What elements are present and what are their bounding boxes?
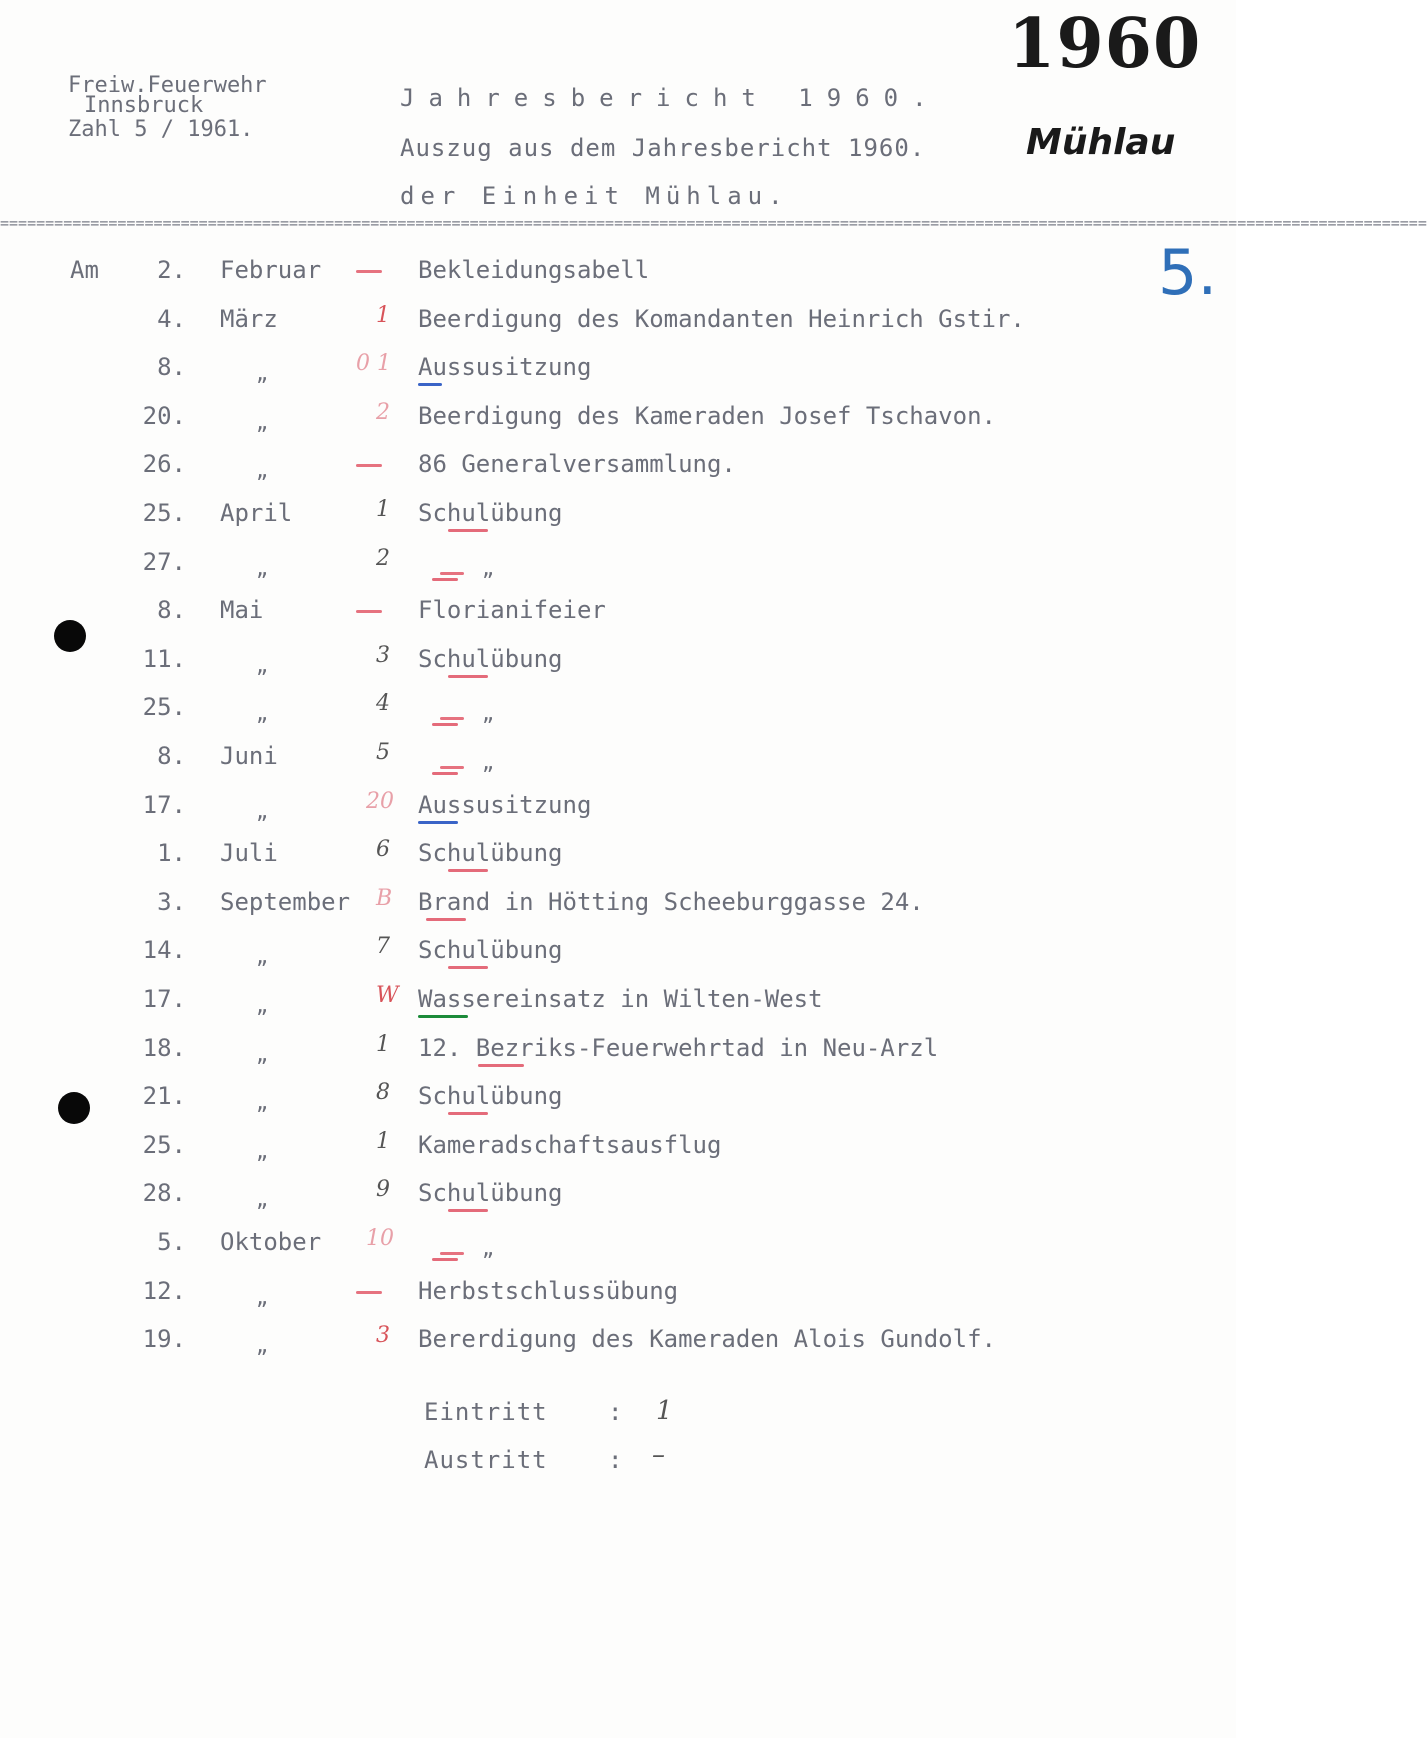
entry-event: Bererdigung des Kameraden Alois Gundolf. — [418, 1325, 996, 1353]
entry-day: 8. — [157, 742, 186, 770]
entry-month: „ — [256, 556, 269, 580]
pencil-underline — [432, 772, 458, 775]
pencil-underline — [432, 1258, 458, 1261]
entry-day: 21. — [142, 1082, 186, 1110]
entry-day: 14. — [142, 936, 186, 964]
entry-month: März — [220, 305, 278, 333]
entry-month: „ — [256, 361, 269, 385]
pencil-underline — [448, 675, 488, 678]
entry-month: „ — [256, 1187, 269, 1211]
entry-month: „ — [256, 1139, 269, 1163]
entry-event: Aussusitzung — [418, 353, 592, 381]
pencil-underline — [418, 821, 458, 824]
entry-month: Mai — [220, 596, 264, 624]
stamp-place: Mühlau — [1026, 122, 1176, 163]
austritt-value: – — [652, 1440, 665, 1470]
entry-day: 28. — [142, 1179, 186, 1207]
document-title: Jahresbericht 1960. — [400, 84, 941, 112]
entry-event: „ — [482, 701, 495, 725]
entry-month: „ — [256, 1042, 269, 1066]
entry-event: Herbstschlussübung — [418, 1277, 679, 1305]
entry-event: Schulübung — [418, 839, 563, 867]
entry-day: 17. — [142, 985, 186, 1013]
pencil-underline — [426, 918, 466, 921]
austritt-label: Austritt — [424, 1446, 548, 1474]
entry-count-mark: 9 — [376, 1177, 390, 1202]
eintritt-separator: : — [608, 1398, 623, 1426]
entry-day: 25. — [142, 693, 186, 721]
entry-day: 3. — [157, 888, 186, 916]
entry-event: Schulübung — [418, 1179, 563, 1207]
entry-event: Schulübung — [418, 1082, 563, 1110]
page-number: 5. — [1158, 236, 1218, 309]
ditto-dash — [440, 572, 464, 575]
entry-month: „ — [256, 944, 269, 968]
entry-count-mark: 2 — [376, 400, 390, 425]
entry-event: Bekleidungsabell — [418, 256, 650, 284]
eintritt-label: Eintritt — [424, 1398, 548, 1426]
entry-event: 86 Generalversammlung. — [418, 450, 736, 478]
entry-month: „ — [256, 458, 269, 482]
pencil-underline — [448, 966, 488, 969]
entry-day: 1. — [157, 839, 186, 867]
entry-count-mark: 5 — [376, 740, 390, 765]
am-label: Am — [70, 256, 99, 284]
entry-event: Aussusitzung — [418, 791, 592, 819]
pencil-underline — [448, 1112, 488, 1115]
pencil-underline — [448, 1209, 488, 1212]
unit-line: der Einheit Mühlau. — [400, 182, 789, 210]
entry-day: 25. — [142, 499, 186, 527]
entry-month: „ — [256, 410, 269, 434]
separator-rule: ============================================================================================================================================================== — [0, 214, 1427, 232]
entry-event: 12. Bezriks-Feuerwehrtad in Neu-Arzl — [418, 1034, 939, 1062]
entry-day: 20. — [142, 402, 186, 430]
entry-day: 8. — [157, 596, 186, 624]
entry-count-mark: 10 — [366, 1226, 394, 1251]
tick-mark — [356, 464, 382, 467]
entry-count-mark: 20 — [366, 789, 394, 814]
ditto-dash — [440, 1252, 464, 1255]
entry-event: „ — [482, 1236, 495, 1260]
entry-count-mark: 1 — [376, 1032, 390, 1057]
entry-count-mark: 3 — [376, 1323, 390, 1348]
tick-mark — [356, 270, 382, 273]
entry-event: Schulübung — [418, 936, 563, 964]
entry-count-mark: 6 — [376, 837, 390, 862]
entry-month: „ — [256, 653, 269, 677]
entry-count-mark: 0 1 — [356, 351, 391, 376]
entry-month: „ — [256, 701, 269, 725]
pencil-underline — [448, 529, 488, 532]
entry-count-mark: 1 — [376, 497, 390, 522]
entry-month: Juli — [220, 839, 278, 867]
document-subtitle: Auszug aus dem Jahresbericht 1960. — [400, 134, 926, 162]
entry-event: Brand in Hötting Scheeburggasse 24. — [418, 888, 924, 916]
entry-month: Juni — [220, 742, 278, 770]
entry-count-mark: 3 — [376, 643, 390, 668]
entry-day: 8. — [157, 353, 186, 381]
entry-day: 5. — [157, 1228, 186, 1256]
entry-event: Schulübung — [418, 645, 563, 673]
entry-month: „ — [256, 1333, 269, 1357]
entry-count-mark: B — [376, 886, 393, 911]
entry-count-mark: 2 — [376, 546, 390, 571]
entry-day: 25. — [142, 1131, 186, 1159]
entry-day: 2. — [157, 256, 186, 284]
entry-day: 4. — [157, 305, 186, 333]
entry-day: 27. — [142, 548, 186, 576]
tick-mark — [356, 610, 382, 613]
tick-mark — [356, 1291, 382, 1294]
stamp-year: 1960 — [1008, 4, 1202, 84]
ditto-dash — [440, 766, 464, 769]
entry-month: „ — [256, 1285, 269, 1309]
entry-count-mark: 4 — [376, 691, 390, 716]
pencil-underline — [448, 869, 488, 872]
entry-event: Wassereinsatz in Wilten-West — [418, 985, 823, 1013]
entry-month: Februar — [220, 256, 322, 284]
entry-day: 19. — [142, 1325, 186, 1353]
sender-line-1: Freiw.Feuerwehr — [68, 73, 267, 98]
pencil-underline — [418, 1015, 468, 1018]
entry-month: „ — [256, 993, 269, 1017]
pencil-underline — [432, 723, 458, 726]
entry-month: September — [220, 888, 351, 916]
entry-event: Schulübung — [418, 499, 563, 527]
reference-number: Zahl 5 / 1961. — [68, 117, 254, 142]
pencil-underline — [418, 383, 442, 386]
entry-day: 18. — [142, 1034, 186, 1062]
entry-event: Florianifeier — [418, 596, 606, 624]
entry-count-mark: 7 — [376, 934, 390, 959]
entry-day: 17. — [142, 791, 186, 819]
entry-event: Kameradschaftsausflug — [418, 1131, 722, 1159]
entry-count-mark: 1 — [376, 303, 390, 328]
pencil-underline — [432, 578, 458, 581]
entry-count-mark: 8 — [376, 1080, 390, 1105]
punch-hole-lower — [58, 1092, 90, 1124]
entry-event: „ — [482, 750, 495, 774]
entry-month: „ — [256, 799, 269, 823]
entry-month: April — [220, 499, 293, 527]
entry-event: „ — [482, 556, 495, 580]
entry-month: „ — [256, 1090, 269, 1114]
entry-month: Oktober — [220, 1228, 322, 1256]
austritt-separator: : — [608, 1446, 623, 1474]
entry-event: Beerdigung des Komandanten Heinrich Gstir. — [418, 305, 1025, 333]
entry-count-mark: W — [376, 983, 399, 1008]
eintritt-value: 1 — [656, 1396, 673, 1426]
ditto-dash — [440, 717, 464, 720]
entry-day: 12. — [142, 1277, 186, 1305]
entry-day: 26. — [142, 450, 186, 478]
pencil-underline — [478, 1064, 524, 1067]
punch-hole-upper — [54, 620, 86, 652]
entry-count-mark: 1 — [376, 1129, 390, 1154]
sender-line-2: Innsbruck — [84, 93, 204, 118]
entry-event: Beerdigung des Kameraden Josef Tschavon. — [418, 402, 996, 430]
entry-day: 11. — [142, 645, 186, 673]
